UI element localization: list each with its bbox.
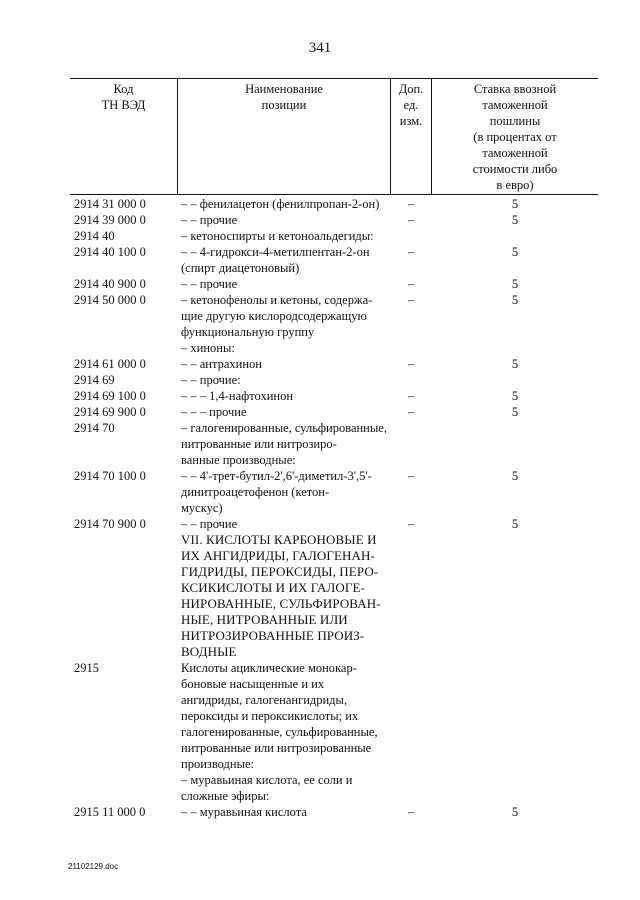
row-name-line: – – муравьиная кислота [181,805,307,819]
row-name [181,212,391,228]
row-unit: – [407,277,415,291]
section-title-line: ГИДРИДЫ, ПЕРОКСИДЫ, ПЕРО- [181,564,379,579]
row-rate: 5 [511,469,519,483]
row-rate: 5 [511,405,519,419]
row-code: 2914 31 000 0 [74,197,146,211]
row-unit: – [407,197,415,211]
row-name-line: ангидриды, галогенангидриды, [181,693,348,707]
row-rate: 5 [511,197,519,211]
table-row [70,804,598,820]
row-name-line: нитрованные или нитрозированные [181,741,372,755]
row-name-line: Кислоты ациклические монокар- [181,661,357,675]
row-rate: 5 [511,277,519,291]
row-name [181,404,391,420]
header-rate: Ставка ввозной таможенной пошлины (в процентах от таможенной стоимости либо в евро) [472,82,558,192]
row-name-line: – муравьиная кислота, ее соли и [181,773,353,787]
row-name-line: ванные производные: [181,453,296,467]
table-row [70,196,598,212]
row-name [181,228,391,244]
page-number: 341 [308,40,332,56]
row-code: 2914 50 000 0 [74,293,146,307]
row-rate: 5 [511,389,519,403]
row-name-line: динитроацетофенон (кетон- [181,485,330,499]
row-code: 2914 69 900 0 [74,405,146,419]
row-unit: – [407,805,415,819]
row-code: 2914 40 100 0 [74,245,146,259]
row-name [181,196,391,212]
row-name-line: сложные эфиры: [181,789,270,803]
table-row [70,420,598,468]
row-name-line: – кетонофенолы и кетоны, содержа- [181,293,373,307]
row-name [181,660,391,772]
row-name-line: – – прочие: [181,373,241,387]
row-code: 2914 40 900 0 [74,277,146,291]
row-unit: – [407,517,415,531]
row-rate: 5 [511,245,519,259]
row-name [181,244,391,276]
table-row [70,212,598,228]
row-rate: 5 [511,357,519,371]
row-rate: 5 [511,213,519,227]
row-name [181,468,391,516]
table-row [70,772,598,804]
row-unit: – [407,357,415,371]
table-row [70,244,598,276]
row-unit: – [407,213,415,227]
section-title-line: НИТРОЗИРОВАННЫЕ ПРОИЗ- [181,628,365,643]
row-name-line: – – 4'-трет-бутил-2',6'-диметил-3',5'- [181,469,372,483]
row-name [181,804,391,820]
row-name [181,516,391,532]
section-title-line: КСИКИСЛОТЫ И ИХ ГАЛОГЕ- [181,580,365,595]
header-unit: Доп. ед. изм. [398,82,424,128]
row-name [181,276,391,292]
row-name-line: – – прочие [181,277,238,291]
tariff-table [70,78,598,819]
row-unit: – [407,389,415,403]
table-row [70,340,598,356]
row-name-line: боновые насыщенные и их [181,677,325,691]
section-title-line: НИРОВАННЫЕ, СУЛЬФИРОВАН- [181,596,381,611]
row-rate: 5 [511,293,519,307]
row-name-line: – – антрахинон [181,357,262,371]
row-code: 2914 40 [74,229,115,243]
row-code: 2914 70 [74,421,115,435]
row-name-line: – – фенилацетон (фенилпропан-2-он) [181,197,380,211]
row-rate: 5 [511,517,519,531]
section-title-line: НЫЕ, НИТРОВАННЫЕ ИЛИ [181,612,348,627]
row-name [181,372,391,388]
row-name-line: производные: [181,757,254,771]
row-name-line: (спирт диацетоновый) [181,261,300,275]
row-rate: 5 [511,805,519,819]
row-name [181,420,391,468]
row-code: 2915 11 000 0 [74,805,146,819]
table-row [70,388,598,404]
table-row [70,660,598,772]
row-unit: – [407,469,415,483]
section-title-line: ВОДНЫЕ [181,644,237,659]
row-code: 2915 [74,661,99,675]
row-name-line: – галогенированные, сульфированные, [181,421,387,435]
row-unit: – [407,405,415,419]
row-name [181,388,391,404]
row-name [181,356,391,372]
row-name-line: галогенированные, сульфированные, [181,725,378,739]
row-name-line: – кетоноспирты и кетоноальдегиды: [181,229,374,243]
section-title [181,532,401,660]
row-name-line: – – – 1,4-нафтохинон [181,389,294,403]
table-row [70,228,598,244]
section-title-line: VII. КИСЛОТЫ КАРБОНОВЫЕ И [181,532,377,547]
row-name-line: мускус) [181,501,223,515]
row-code: 2914 70 100 0 [74,469,146,483]
row-name [181,340,391,356]
table-row [70,276,598,292]
row-name [181,292,391,340]
row-name-line: – – прочие [181,517,238,531]
table-row [70,404,598,420]
table-row [70,356,598,372]
row-unit: – [407,293,415,307]
table-body [70,196,598,820]
section-title-line: ИХ АНГИДРИДЫ, ГАЛОГЕНАН- [181,548,375,563]
table-row [70,468,598,516]
row-name-line: пероксиды и пероксикислоты; их [181,709,359,723]
header-name: Наименование позиции [245,82,323,112]
row-code: 2914 69 [74,373,115,387]
row-unit: – [407,245,415,259]
table-header [70,78,598,195]
header-code: Код ТН ВЭД [101,82,146,112]
row-name [181,772,391,804]
row-name-line: – – 4-гидрокси-4-метилпентан-2-он [181,245,370,259]
row-code: 2914 39 000 0 [74,213,146,227]
table-row [70,372,598,388]
row-name-line: функциональную группу [181,325,315,339]
row-name-line: – – прочие [181,213,238,227]
footer-filename: 21102129.doc [68,862,119,871]
table-row [70,292,598,340]
row-name-line: – хиноны: [181,341,235,355]
row-code: 2914 69 100 0 [74,389,146,403]
row-code: 2914 70 900 0 [74,517,146,531]
row-name-line: – – – прочие [181,405,247,419]
row-code: 2914 61 000 0 [74,357,146,371]
row-name-line: нитрованные или нитрозиро- [181,437,337,451]
table-row [70,516,598,532]
row-name-line: щие другую кислородсодержащую [181,309,367,323]
